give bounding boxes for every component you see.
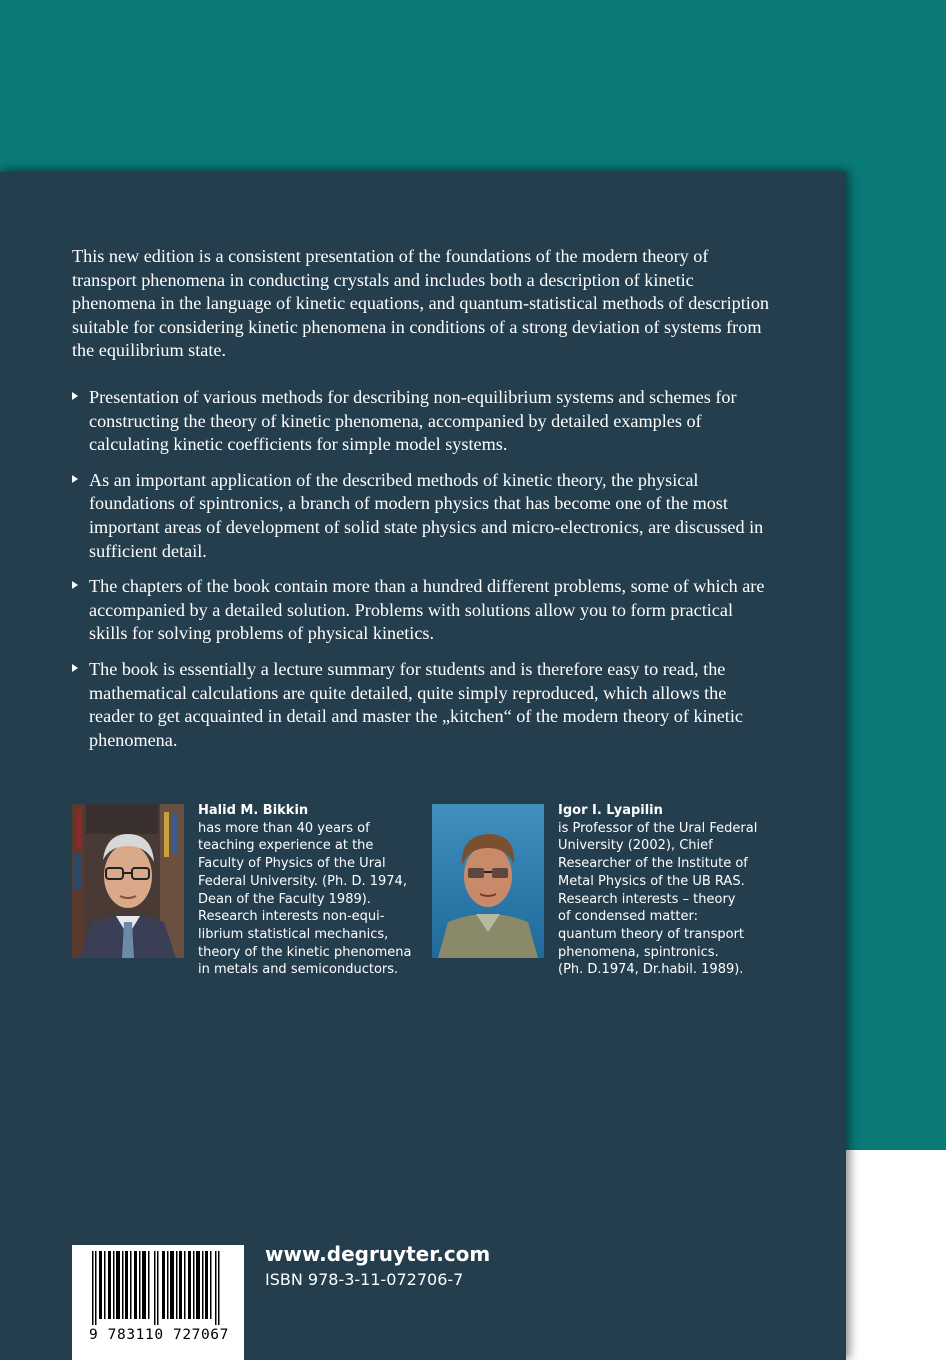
feature-text: Presentation of various methods for describing non-equilibrium systems and schemes for constructing the theory of kinetic phenomena, accompanied by detailed examples of calculating kinetic coefficients for simple model systems. [89, 387, 737, 455]
feature-text: As an important application of the described methods of kinetic theory, the physical foundations of spintronics, a branch of modern physics that has become one of the most important areas of development of solid state physics and micro-electronics, are discussed in sufficient detail. [89, 469, 764, 561]
author-bio: has more than 40 years of teaching experience at the Faculty of Physics of the Ural Federal University. (Ph. D. 1974, Dean of the Faculty 1989). Research interests non-equi- librium statistical mechanics, theory of the kinetic phenomena in metals and semiconductors. [198, 820, 412, 978]
bullet-triangle-icon [72, 581, 78, 589]
intro-paragraph: This new edition is a consistent presentation of the foundations of the modern theory of transport phenomena in conducting crystals and includes both a description of kinetic phenomena in the language of kinetic equations, and quantum-statistical methods of description suitable for considering kinetic phenomena in conditions of a strong deviation of systems from the equilibrium state. [72, 246, 770, 361]
publisher-url[interactable]: www.degruyter.com [265, 1242, 491, 1266]
author-info-bikkin [198, 802, 418, 979]
author-bio: is Professor of the Ural Federal University (2002), Chief Researcher of the Institute of Metal Physics of the UB RAS. Research interests – theory of condensed matter: quantum theory of transport phenomena, spintronics. (Ph. D.1974, Dr.habil. 1989). [558, 820, 758, 978]
feature-text: The chapters of the book contain more than a hundred different problems, some of which are accompanied by a detailed solution. Problems with solutions allow you to form practical skills for solving problems of physical kinetics. [89, 576, 765, 644]
feature-text: The book is essentially a lecture summary for students and is therefore easy to read, the mathematical calculations are quite detailed, quite simply reproduced, which allows the reader to get acquainted in detail and master the „kitchen“ of the modern theory of kinetic phenomena. [89, 658, 743, 750]
feature-item [72, 658, 772, 752]
isbn-number: ISBN 978-3-11-072706-7 [265, 1270, 464, 1289]
author-name: Igor I. Lyapilin [558, 803, 663, 818]
author-photo-lyapilin [432, 804, 544, 958]
feature-list [72, 386, 772, 764]
isbn-barcode [72, 1245, 244, 1360]
bullet-triangle-icon [72, 392, 78, 400]
feature-item [72, 575, 772, 646]
feature-item [72, 386, 772, 457]
author-info-lyapilin [558, 802, 788, 979]
bullet-triangle-icon [72, 664, 78, 672]
barcode-digits: 9 783110 727067 [89, 1327, 229, 1343]
bullet-triangle-icon [72, 475, 78, 483]
author-name: Halid M. Bikkin [198, 803, 309, 818]
barcode-bars [84, 1245, 232, 1325]
feature-item [72, 469, 772, 563]
author-photo-bikkin [72, 804, 184, 958]
white-corner-strip [846, 1150, 946, 1360]
